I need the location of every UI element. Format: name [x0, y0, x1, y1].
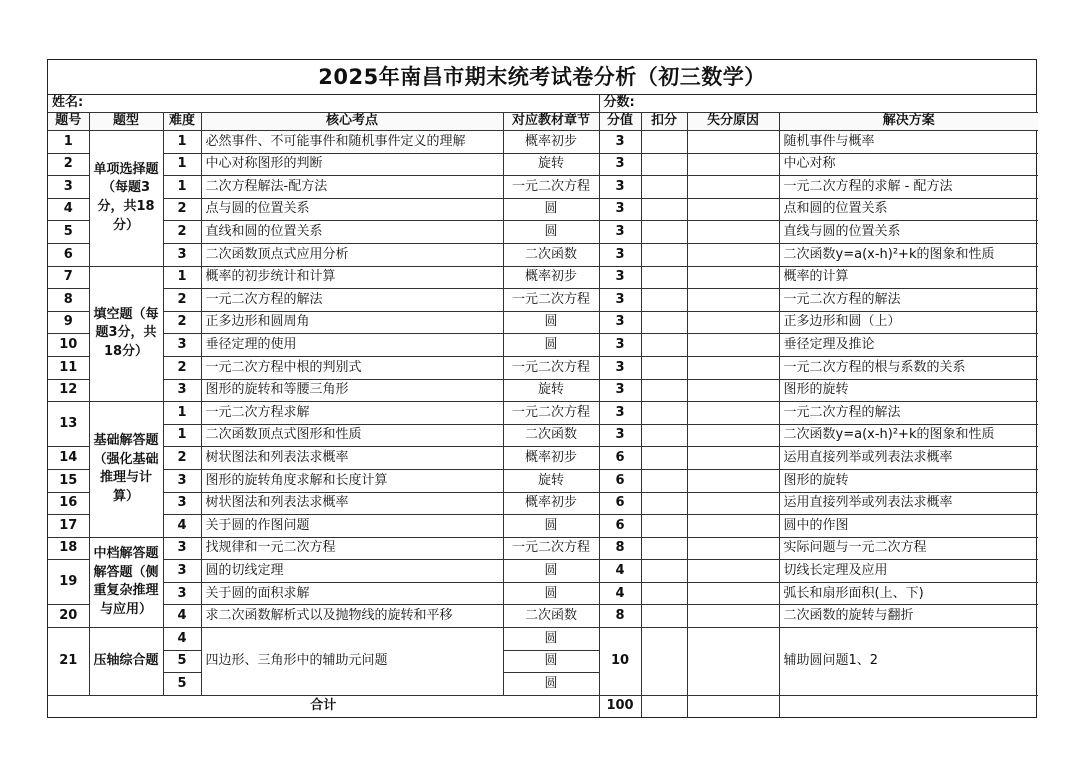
solution: 一元二次方程的求解 - 配方法	[779, 176, 1038, 199]
analysis-table	[48, 95, 1038, 717]
loss-reason-cell[interactable]	[687, 266, 779, 289]
deduction-cell[interactable]	[641, 356, 687, 379]
textbook-chapter: 旋转	[503, 469, 599, 492]
table-row	[48, 243, 1038, 266]
difficulty: 3	[163, 469, 201, 492]
deduction-cell[interactable]	[641, 153, 687, 176]
score-value: 8	[599, 605, 641, 628]
textbook-chapter: 旋转	[503, 379, 599, 402]
loss-reason-cell[interactable]	[687, 289, 779, 312]
solution: 弧长和扇形面积(上、下)	[779, 582, 1038, 605]
difficulty: 5	[163, 673, 201, 696]
table-row	[48, 198, 1038, 221]
textbook-chapter: 概率初步	[503, 447, 599, 470]
textbook-chapter: 圆	[503, 221, 599, 244]
loss-reason-cell[interactable]	[687, 131, 779, 154]
question-number: 5	[48, 221, 89, 244]
score-value: 3	[599, 402, 641, 425]
table-row	[48, 356, 1038, 379]
difficulty: 4	[163, 515, 201, 538]
solution: 一元二次方程的解法	[779, 289, 1038, 312]
loss-reason-cell[interactable]	[687, 243, 779, 266]
table-row	[48, 424, 1038, 447]
deduction-cell[interactable]	[641, 266, 687, 289]
textbook-chapter: 概率初步	[503, 492, 599, 515]
deduction-cell[interactable]	[641, 537, 687, 560]
loss-reason-cell[interactable]	[687, 379, 779, 402]
deduction-cell[interactable]	[641, 131, 687, 154]
textbook-chapter: 圆	[503, 628, 599, 651]
table-row	[48, 153, 1038, 176]
textbook-chapter: 圆	[503, 311, 599, 334]
question-number: 10	[48, 334, 89, 357]
solution: 一元二次方程的根与系数的关系	[779, 356, 1038, 379]
solution: 圆中的作图	[779, 515, 1038, 538]
solution: 实际问题与一元二次方程	[779, 537, 1038, 560]
core-point: 图形的旋转和等腰三角形	[201, 379, 503, 402]
page-title: 2025年南昌市期末统考试卷分析（初三数学）	[48, 60, 1036, 95]
core-point: 二次函数顶点式应用分析	[201, 243, 503, 266]
table-row	[48, 582, 1038, 605]
question-number: 11	[48, 356, 89, 379]
difficulty: 1	[163, 266, 201, 289]
difficulty: 3	[163, 379, 201, 402]
solution: 正多边形和圆（上）	[779, 311, 1038, 334]
table-row	[48, 176, 1038, 199]
table-row	[48, 492, 1038, 515]
deduction-cell[interactable]	[641, 334, 687, 357]
textbook-chapter: 圆	[503, 515, 599, 538]
deduction-cell[interactable]	[641, 469, 687, 492]
question-number: 14	[48, 447, 89, 470]
core-point: 点与圆的位置关系	[201, 198, 503, 221]
textbook-chapter: 圆	[503, 560, 599, 583]
core-point: 直线和圆的位置关系	[201, 221, 503, 244]
question-number: 12	[48, 379, 89, 402]
loss-reason-cell[interactable]	[687, 469, 779, 492]
question-number: 15	[48, 469, 89, 492]
table-row	[48, 537, 1038, 560]
textbook-chapter: 旋转	[503, 153, 599, 176]
total-label: 合计	[48, 695, 599, 717]
difficulty: 2	[163, 447, 201, 470]
textbook-chapter: 圆	[503, 198, 599, 221]
deduction-cell[interactable]	[641, 198, 687, 221]
question-number: 3	[48, 176, 89, 199]
header-row	[48, 113, 1038, 131]
question-number: 16	[48, 492, 89, 515]
core-point: 树状图法和列表法求概率	[201, 492, 503, 515]
deduction-cell[interactable]	[641, 424, 687, 447]
difficulty: 3	[163, 243, 201, 266]
header-cell: 核心考点	[201, 113, 503, 131]
question-number: 19	[48, 560, 89, 605]
core-point: 一元二次方程中根的判别式	[201, 356, 503, 379]
deduction-cell[interactable]	[641, 243, 687, 266]
core-point: 一元二次方程的解法	[201, 289, 503, 312]
deduction-cell[interactable]	[641, 311, 687, 334]
score-value: 8	[599, 537, 641, 560]
core-point: 正多边形和圆周角	[201, 311, 503, 334]
question-number: 8	[48, 289, 89, 312]
score-value: 3	[599, 266, 641, 289]
table-row	[48, 266, 1038, 289]
core-point: 关于圆的作图问题	[201, 515, 503, 538]
question-number: 9	[48, 311, 89, 334]
question-number: 6	[48, 243, 89, 266]
loss-reason-cell[interactable]	[687, 560, 779, 583]
score-value: 6	[599, 447, 641, 470]
table-row	[48, 311, 1038, 334]
total-deduction-cell[interactable]	[641, 695, 687, 717]
question-number: 21	[48, 628, 89, 696]
question-number: 17	[48, 515, 89, 538]
score-value: 3	[599, 334, 641, 357]
question-type: 中档解答题解答题（侧重复杂推理与应用）	[89, 537, 163, 627]
table-row	[48, 402, 1038, 425]
difficulty: 5	[163, 650, 201, 673]
textbook-chapter: 一元二次方程	[503, 289, 599, 312]
core-point: 圆的切线定理	[201, 560, 503, 583]
loss-reason-cell[interactable]	[687, 515, 779, 538]
solution: 辅助圆问题1、2	[779, 628, 1038, 696]
solution: 运用直接列举或列表法求概率	[779, 447, 1038, 470]
score-value: 6	[599, 492, 641, 515]
core-point: 中心对称图形的判断	[201, 153, 503, 176]
question-number: 1	[48, 131, 89, 154]
difficulty: 1	[163, 153, 201, 176]
table-row	[48, 469, 1038, 492]
question-type: 压轴综合题	[89, 628, 163, 696]
question-number: 13	[48, 402, 89, 447]
solution: 切线长定理及应用	[779, 560, 1038, 583]
score-value: 3	[599, 289, 641, 312]
solution: 垂径定理及推论	[779, 334, 1038, 357]
difficulty: 2	[163, 221, 201, 244]
question-type: 基础解答题（强化基础推理与计算）	[89, 402, 163, 538]
loss-reason-cell[interactable]	[687, 221, 779, 244]
deduction-cell[interactable]	[641, 492, 687, 515]
textbook-chapter: 二次函数	[503, 424, 599, 447]
header-cell: 题型	[89, 113, 163, 131]
core-point: 二次方程解法-配方法	[201, 176, 503, 199]
difficulty: 1	[163, 402, 201, 425]
core-point: 找规律和一元二次方程	[201, 537, 503, 560]
difficulty: 1	[163, 176, 201, 199]
table-row	[48, 379, 1038, 402]
score-value: 3	[599, 131, 641, 154]
table-row	[48, 289, 1038, 312]
table-row	[48, 605, 1038, 628]
loss-reason-cell[interactable]	[687, 402, 779, 425]
score-value: 3	[599, 198, 641, 221]
solution: 直线与圆的位置关系	[779, 221, 1038, 244]
score-value: 3	[599, 243, 641, 266]
loss-reason-cell[interactable]	[687, 198, 779, 221]
score-value: 3	[599, 176, 641, 199]
loss-reason-cell[interactable]	[687, 311, 779, 334]
loss-reason-cell[interactable]	[687, 176, 779, 199]
loss-reason-cell[interactable]	[687, 492, 779, 515]
deduction-cell[interactable]	[641, 289, 687, 312]
textbook-chapter: 一元二次方程	[503, 356, 599, 379]
loss-reason-cell[interactable]	[687, 334, 779, 357]
solution: 随机事件与概率	[779, 131, 1038, 154]
core-point: 一元二次方程求解	[201, 402, 503, 425]
table-row	[48, 628, 1038, 651]
score-value: 10	[599, 628, 641, 696]
loss-reason-cell[interactable]	[687, 605, 779, 628]
header-cell: 分值	[599, 113, 641, 131]
solution: 二次函数的旋转与翻折	[779, 605, 1038, 628]
header-cell: 扣分	[641, 113, 687, 131]
textbook-chapter: 一元二次方程	[503, 537, 599, 560]
deduction-cell[interactable]	[641, 628, 687, 696]
score-value: 6	[599, 515, 641, 538]
solution: 运用直接列举或列表法求概率	[779, 492, 1038, 515]
loss-reason-cell[interactable]	[687, 424, 779, 447]
textbook-chapter: 圆	[503, 582, 599, 605]
core-point: 必然事件、不可能事件和随机事件定义的理解	[201, 131, 503, 154]
loss-reason-cell[interactable]	[687, 153, 779, 176]
solution: 二次函数y=a(x-h)²+k的图象和性质	[779, 243, 1038, 266]
difficulty: 2	[163, 198, 201, 221]
question-number: 18	[48, 537, 89, 560]
loss-reason-cell[interactable]	[687, 447, 779, 470]
total-solution-cell[interactable]	[779, 695, 1038, 717]
question-number: 2	[48, 153, 89, 176]
question-number: 20	[48, 605, 89, 628]
header-cell: 解决方案	[779, 113, 1038, 131]
table-row	[48, 334, 1038, 357]
difficulty: 1	[163, 131, 201, 154]
solution: 概率的计算	[779, 266, 1038, 289]
solution: 二次函数y=a(x-h)²+k的图象和性质	[779, 424, 1038, 447]
table-row	[48, 515, 1038, 538]
solution: 点和圆的位置关系	[779, 198, 1038, 221]
textbook-chapter: 圆	[503, 650, 599, 673]
header-cell: 难度	[163, 113, 201, 131]
table-row	[48, 131, 1038, 154]
core-point: 垂径定理的使用	[201, 334, 503, 357]
score-value: 4	[599, 560, 641, 583]
header-cell: 失分原因	[687, 113, 779, 131]
question-type: 单项选择题（每题3分，共18分）	[89, 131, 163, 267]
core-point: 图形的旋转角度求解和长度计算	[201, 469, 503, 492]
table-row	[48, 221, 1038, 244]
core-point: 树状图法和列表法求概率	[201, 447, 503, 470]
difficulty: 4	[163, 605, 201, 628]
core-point: 求二次函数解析式以及抛物线的旋转和平移	[201, 605, 503, 628]
difficulty: 1	[163, 424, 201, 447]
deduction-cell[interactable]	[641, 582, 687, 605]
score-value: 3	[599, 424, 641, 447]
deduction-cell[interactable]	[641, 605, 687, 628]
difficulty: 3	[163, 582, 201, 605]
loss-reason-cell[interactable]	[687, 582, 779, 605]
difficulty: 3	[163, 537, 201, 560]
difficulty: 2	[163, 289, 201, 312]
loss-reason-cell[interactable]	[687, 356, 779, 379]
deduction-cell[interactable]	[641, 447, 687, 470]
core-point: 四边形、三角形中的辅助元问题	[201, 628, 503, 696]
difficulty: 3	[163, 560, 201, 583]
solution: 一元二次方程的解法	[779, 402, 1038, 425]
textbook-chapter: 圆	[503, 673, 599, 696]
deduction-cell[interactable]	[641, 221, 687, 244]
total-row	[48, 695, 1038, 717]
deduction-cell[interactable]	[641, 560, 687, 583]
header-cell: 对应教材章节	[503, 113, 599, 131]
score-value: 3	[599, 379, 641, 402]
difficulty: 2	[163, 311, 201, 334]
score-value: 3	[599, 356, 641, 379]
score-value: 4	[599, 582, 641, 605]
difficulty: 2	[163, 356, 201, 379]
deduction-cell[interactable]	[641, 176, 687, 199]
total-reason-cell[interactable]	[687, 695, 779, 717]
question-number: 4	[48, 198, 89, 221]
name-field[interactable]: 姓名:	[48, 95, 599, 113]
question-number: 7	[48, 266, 89, 289]
textbook-chapter: 概率初步	[503, 131, 599, 154]
core-point: 概率的初步统计和计算	[201, 266, 503, 289]
score-value: 3	[599, 153, 641, 176]
table-row	[48, 560, 1038, 583]
loss-reason-cell[interactable]	[687, 537, 779, 560]
solution: 图形的旋转	[779, 379, 1038, 402]
deduction-cell[interactable]	[641, 402, 687, 425]
textbook-chapter: 圆	[503, 334, 599, 357]
difficulty: 3	[163, 334, 201, 357]
score-value: 6	[599, 469, 641, 492]
deduction-cell[interactable]	[641, 515, 687, 538]
difficulty: 4	[163, 628, 201, 651]
total-value: 100	[599, 695, 641, 717]
score-field[interactable]: 分数:	[599, 95, 1038, 113]
difficulty: 3	[163, 492, 201, 515]
header-cell: 题号	[48, 113, 89, 131]
question-type: 填空题（每题3分，共18分）	[89, 266, 163, 402]
textbook-chapter: 二次函数	[503, 243, 599, 266]
analysis-sheet	[47, 59, 1037, 718]
loss-reason-cell[interactable]	[687, 628, 779, 696]
solution: 中心对称	[779, 153, 1038, 176]
textbook-chapter: 一元二次方程	[503, 402, 599, 425]
core-point: 关于圆的面积求解	[201, 582, 503, 605]
textbook-chapter: 概率初步	[503, 266, 599, 289]
core-point: 二次函数顶点式图形和性质	[201, 424, 503, 447]
score-value: 3	[599, 311, 641, 334]
textbook-chapter: 二次函数	[503, 605, 599, 628]
table-row	[48, 447, 1038, 470]
solution: 图形的旋转	[779, 469, 1038, 492]
textbook-chapter: 一元二次方程	[503, 176, 599, 199]
score-value: 3	[599, 221, 641, 244]
deduction-cell[interactable]	[641, 379, 687, 402]
